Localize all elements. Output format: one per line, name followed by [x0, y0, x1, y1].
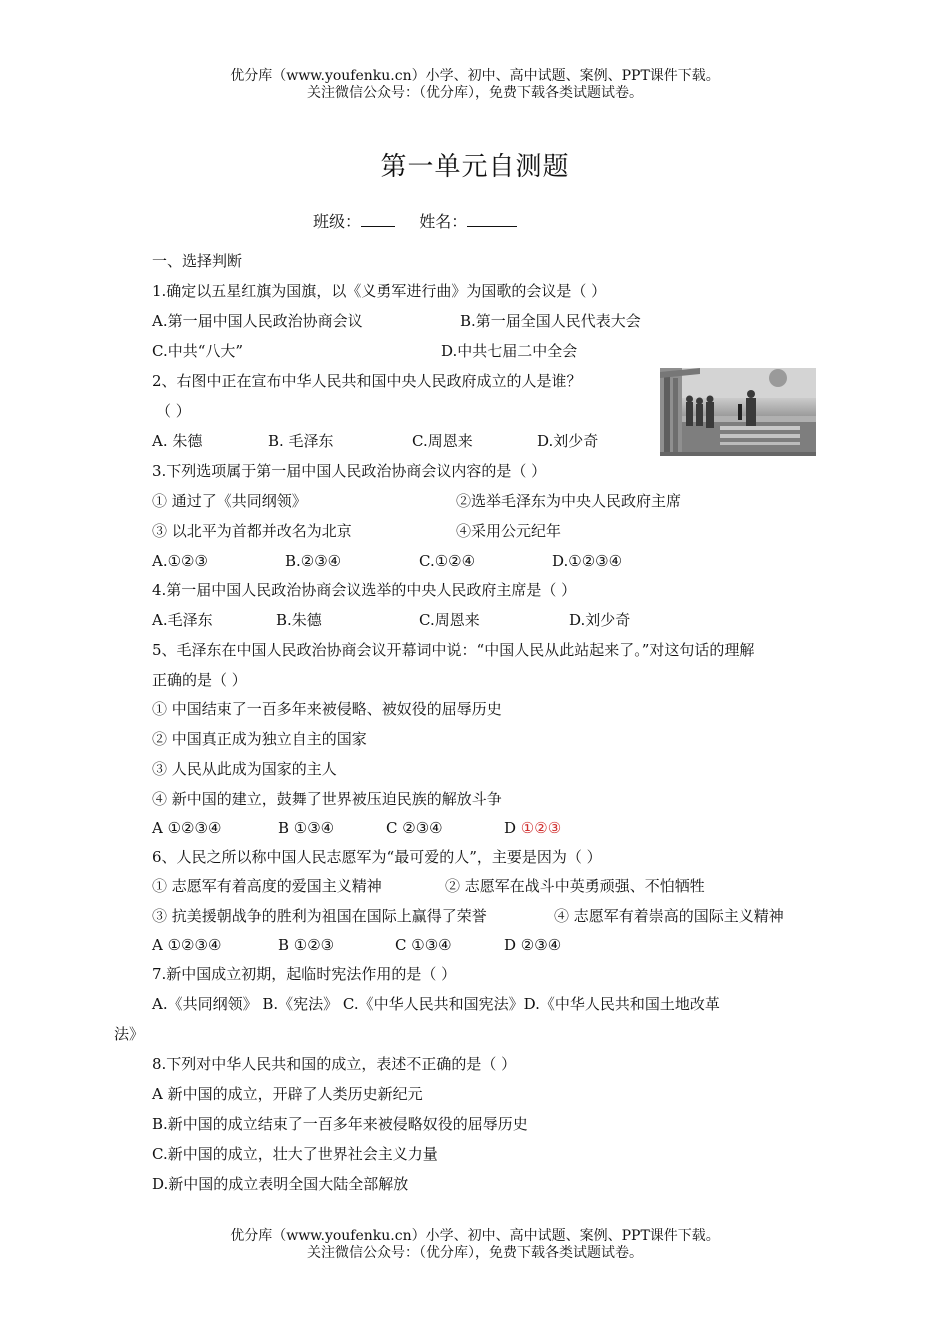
question-1-option-c: C.中共“八大”	[152, 342, 244, 360]
proclamation-photo	[660, 368, 816, 456]
question-2-option-c: C.周恩来	[412, 432, 473, 450]
question-3-item-4: ④采用公元纪年	[456, 522, 562, 540]
question-2-option-d: D.刘少奇	[537, 432, 599, 450]
question-6-stem: 6、人民之所以称中国人民志愿军为“最可爱的人”，主要是因为（ ）	[152, 848, 602, 866]
question-6-option-b: B ①②③	[278, 936, 335, 954]
question-1-stem: 1.确定以五星红旗为国旗，以《义勇军进行曲》为国歌的会议是（ ）	[152, 282, 607, 300]
question-6-item-3: ③ 抗美援朝战争的胜利为祖国在国际上赢得了荣誉	[152, 907, 487, 925]
question-8-option-b: B.新中国的成立结束了一百多年来被侵略奴役的屈辱历史	[152, 1115, 528, 1133]
section-heading: 一、选择判断	[152, 252, 243, 270]
question-6-option-c: C ①③④	[395, 936, 452, 954]
question-8-option-a: A 新中国的成立，开辟了人类历史新纪元	[152, 1085, 423, 1103]
question-2-option-a: A. 朱德	[152, 432, 203, 450]
photo-illustration	[660, 368, 816, 456]
footer-line-1: 优分库（www.youfenku.cn）小学、初中、高中试题、案例、PPT课件下载。	[230, 1228, 720, 1244]
question-5-item-2: ② 中国真正成为独立自主的国家	[152, 730, 367, 748]
class-blank	[361, 212, 395, 227]
question-6-item-1: ① 志愿军有着高度的爱国主义精神	[152, 877, 382, 895]
question-2-stem: 2、右图中正在宣布中华人民共和国中央人民政府成立的人是谁？	[152, 372, 582, 390]
name-label: 姓名：	[419, 212, 468, 231]
question-3-option-c: C.①②④	[419, 552, 476, 570]
class-label: 班级：	[313, 212, 362, 231]
question-8-stem: 8.下列对中华人民共和国的成立，表述不正确的是（ ）	[152, 1055, 517, 1073]
question-1-option-d: D.中共七届二中全会	[441, 342, 578, 360]
question-1-option-a: A.第一届中国人民政治协商会议	[152, 312, 363, 330]
question-2-option-b: B. 毛泽东	[268, 432, 334, 450]
question-5-option-d-letter: D	[504, 819, 521, 837]
question-7-options: A.《共同纲领》 B.《宪法》 C.《中华人民共和国宪法》D.《中华人民共和国土地改革	[152, 995, 720, 1013]
header-line-1: 优分库（www.youfenku.cn）小学、初中、高中试题、案例、PPT课件下载。	[230, 68, 720, 84]
question-6-option-a: A ①②③④	[152, 936, 222, 954]
question-4-option-a: A.毛泽东	[152, 611, 213, 629]
question-4-option-d: D.刘少奇	[569, 611, 631, 629]
question-3-stem: 3.下列选项属于第一届中国人民政治协商会议内容的是（ ）	[152, 462, 547, 480]
question-6-item-2: ② 志愿军在战斗中英勇顽强、不怕牺牲	[445, 877, 705, 895]
question-3-option-b: B.②③④	[285, 552, 342, 570]
question-8-option-c: C.新中国的成立，壮大了世界社会主义力量	[152, 1145, 438, 1163]
question-4-stem: 4.第一届中国人民政治协商会议选举的中央人民政府主席是（ ）	[152, 581, 577, 599]
question-3-option-d: D.①②③④	[552, 552, 623, 570]
question-5-option-b: B ①③④	[278, 819, 335, 837]
question-5-stem-line-2: 正确的是（ ）	[152, 671, 247, 689]
question-5-answer-mark: ①②③	[520, 819, 562, 837]
question-3-option-a: A.①②③	[152, 552, 208, 570]
question-5-option-d	[504, 818, 561, 838]
student-fields	[313, 209, 517, 232]
question-5-item-1: ① 中国结束了一百多年来被侵略、被奴役的屈辱历史	[152, 700, 502, 718]
question-2-paren: （ ）	[156, 402, 191, 420]
header-line-2: 关注微信公众号：（优分库），免费下载各类试题试卷。	[307, 85, 643, 101]
question-5-option-a: A ①②③④	[152, 819, 222, 837]
page-footer	[0, 1228, 950, 1262]
question-5-stem-line-1: 5、毛泽东在中国人民政治协商会议开幕词中说：“中国人民从此站起来了。”对这句话的理解	[152, 641, 755, 659]
question-7-options-wrap: 法》	[114, 1025, 145, 1043]
footer-line-2: 关注微信公众号：（优分库），免费下载各类试题试卷。	[307, 1245, 643, 1261]
question-5-option-c: C ②③④	[386, 819, 443, 837]
question-3-item-1: ① 通过了《共同纲领》	[152, 492, 307, 510]
name-blank	[467, 212, 517, 227]
question-5-item-3: ③ 人民从此成为国家的主人	[152, 760, 337, 778]
question-4-option-b: B.朱德	[276, 611, 322, 629]
question-3-item-2: ②选举毛泽东为中央人民政府主席	[456, 492, 682, 510]
question-8-option-d: D.新中国的成立表明全国大陆全部解放	[152, 1175, 409, 1193]
question-3-item-3: ③ 以北平为首都并改名为北京	[152, 522, 352, 540]
question-6-item-4: ④ 志愿军有着崇高的国际主义精神	[554, 907, 784, 925]
question-5-item-4: ④ 新中国的建立，鼓舞了世界被压迫民族的解放斗争	[152, 790, 502, 808]
page-title: 第一单元自测题	[380, 152, 570, 182]
question-6-option-d: D ②③④	[504, 936, 562, 954]
question-1-option-b: B.第一届全国人民代表大会	[460, 312, 641, 330]
page-header	[0, 68, 950, 102]
question-4-option-c: C.周恩来	[419, 611, 480, 629]
question-7-stem: 7.新中国成立初期，起临时宪法作用的是（ ）	[152, 965, 457, 983]
